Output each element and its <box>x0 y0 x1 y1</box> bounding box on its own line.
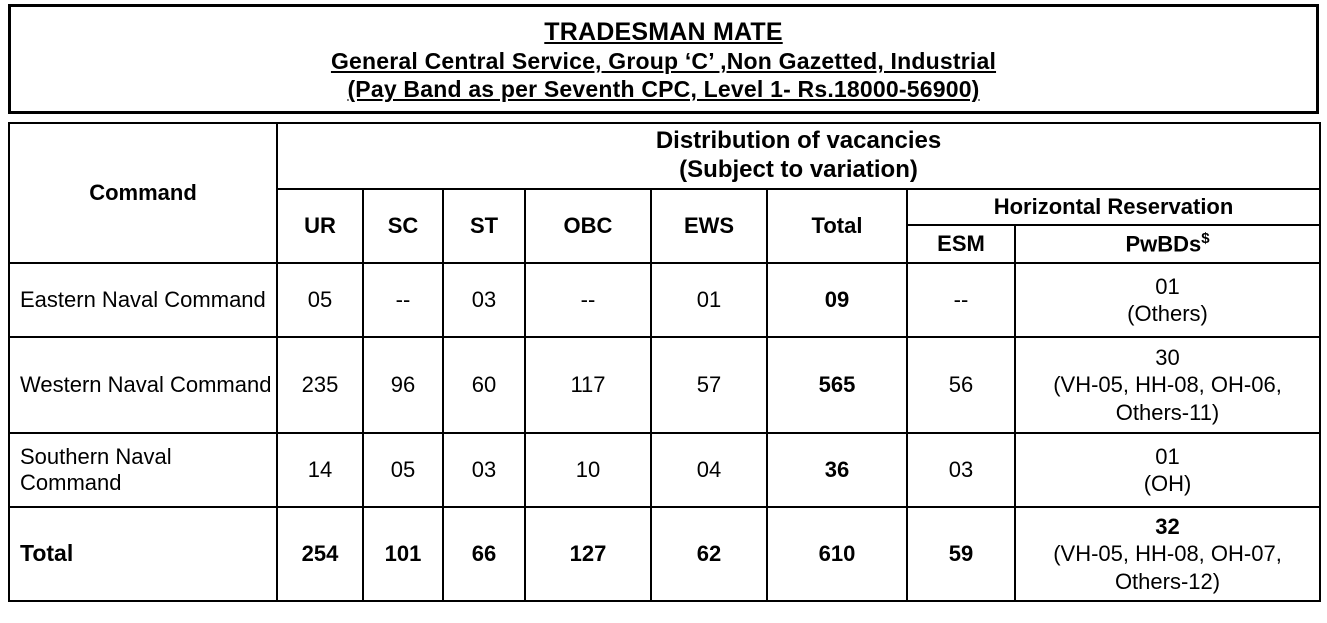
cell-eastern-pwbd-count: 01 <box>1155 273 1180 299</box>
header-esm: ESM <box>907 225 1015 263</box>
title-box <box>8 4 1319 114</box>
header-obc: OBC <box>525 189 651 263</box>
vacancy-table <box>8 122 1321 602</box>
header-distribution <box>277 123 1320 189</box>
cell-southern-obc: 10 <box>525 433 651 507</box>
cell-total-sc: 101 <box>363 507 443 601</box>
cell-total-esm: 59 <box>907 507 1015 601</box>
cell-eastern-st: 03 <box>443 263 525 337</box>
row-command-eastern: Eastern Naval Command <box>9 263 277 337</box>
cell-western-sc: 96 <box>363 337 443 433</box>
cell-total-pwbd-detail: (VH-05, HH-08, OH-07, Others-12) <box>1053 541 1282 594</box>
cell-eastern-total: 09 <box>767 263 907 337</box>
table-header-row-1 <box>9 123 1320 189</box>
title-line-1: TRADESMAN MATE <box>544 17 783 46</box>
vacancy-table-wrapper <box>8 122 1319 602</box>
cell-western-pwbd-count: 30 <box>1155 344 1180 370</box>
header-ur: UR <box>277 189 363 263</box>
header-pwbds-label: PwBDs <box>1125 231 1202 257</box>
header-sc: SC <box>363 189 443 263</box>
cell-eastern-pwbd <box>1015 263 1320 337</box>
header-total: Total <box>767 189 907 263</box>
cell-western-ur: 235 <box>277 337 363 433</box>
cell-western-ews: 57 <box>651 337 767 433</box>
table-row <box>9 263 1320 337</box>
header-ews: EWS <box>651 189 767 263</box>
header-horizontal-reservation: Horizontal Reservation <box>907 189 1320 225</box>
cell-southern-ur: 14 <box>277 433 363 507</box>
cell-total-pwbd <box>1015 507 1320 601</box>
cell-southern-sc: 05 <box>363 433 443 507</box>
cell-western-esm: 56 <box>907 337 1015 433</box>
table-row <box>9 337 1320 433</box>
cell-total-ur: 254 <box>277 507 363 601</box>
header-pwbds-superscript: $ <box>1201 230 1210 248</box>
cell-western-total: 565 <box>767 337 907 433</box>
cell-southern-total: 36 <box>767 433 907 507</box>
header-distribution-line1: Distribution of vacancies <box>655 127 942 155</box>
cell-southern-st: 03 <box>443 433 525 507</box>
cell-southern-esm: 03 <box>907 433 1015 507</box>
cell-eastern-esm: -- <box>907 263 1015 337</box>
cell-eastern-ur: 05 <box>277 263 363 337</box>
cell-western-pwbd <box>1015 337 1320 433</box>
cell-eastern-ews: 01 <box>651 263 767 337</box>
cell-total-pwbd-count: 32 <box>1155 513 1180 539</box>
cell-eastern-sc: -- <box>363 263 443 337</box>
cell-southern-pwbd-detail: (OH) <box>1143 471 1192 496</box>
header-st: ST <box>443 189 525 263</box>
row-command-western: Western Naval Command <box>9 337 277 433</box>
row-command-total: Total <box>9 507 277 601</box>
cell-western-pwbd-detail: (VH-05, HH-08, OH-06, Others-11) <box>1053 372 1282 425</box>
title-line-2: General Central Service, Group ‘C’ ,Non Gazetted, Industrial <box>330 48 997 75</box>
title-line-3: (Pay Band as per Seventh CPC, Level 1- Rs.18000-56900) <box>347 76 980 103</box>
header-command: Command <box>9 123 277 263</box>
header-distribution-line2: (Subject to variation) <box>679 156 918 183</box>
header-pwbds <box>1015 225 1320 263</box>
cell-western-st: 60 <box>443 337 525 433</box>
row-command-southern: Southern Naval Command <box>9 433 277 507</box>
cell-total-obc: 127 <box>525 507 651 601</box>
cell-southern-pwbd <box>1015 433 1320 507</box>
cell-total-ews: 62 <box>651 507 767 601</box>
cell-eastern-obc: -- <box>525 263 651 337</box>
cell-southern-pwbd-count: 01 <box>1155 443 1180 469</box>
table-row <box>9 433 1320 507</box>
cell-total-total: 610 <box>767 507 907 601</box>
cell-total-st: 66 <box>443 507 525 601</box>
cell-eastern-pwbd-detail: (Others) <box>1127 301 1208 326</box>
cell-southern-ews: 04 <box>651 433 767 507</box>
table-total-row <box>9 507 1320 601</box>
cell-western-obc: 117 <box>525 337 651 433</box>
